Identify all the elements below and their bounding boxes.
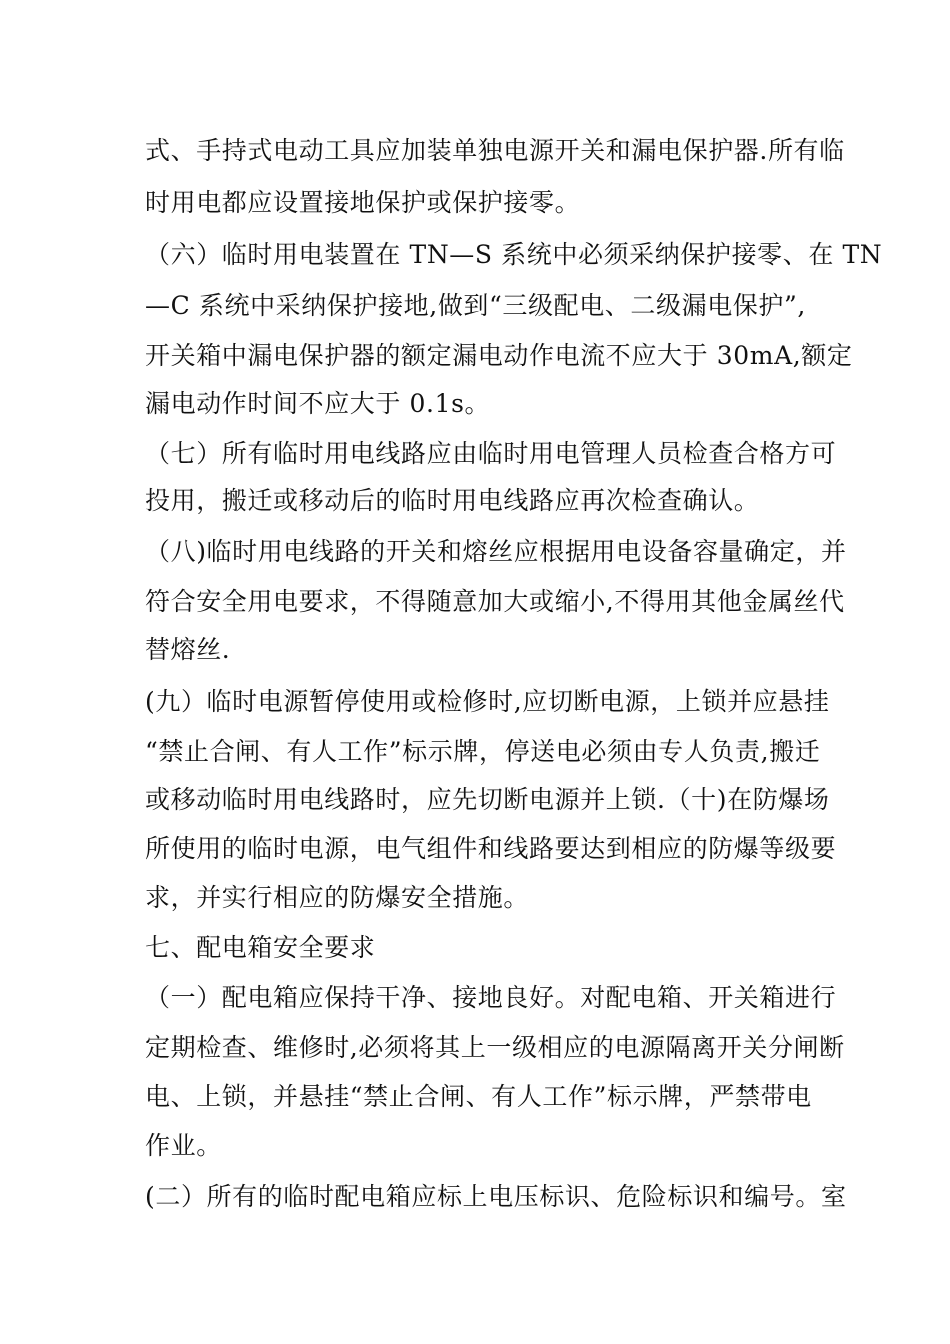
text-line: 时用电都应设置接地保护或保护接零。 [145,188,581,217]
text-line: 开关箱中漏电保护器的额定漏电动作电流不应大于 30mA,额定 [145,341,853,370]
text-line: 或移动临时用电线路时，应先切断电源并上锁.（十)在防爆场 [145,785,830,814]
text-line: 符合安全用电要求，不得随意加大或缩小,不得用其他金属丝代 [145,587,845,616]
text-line: 式、手持式电动工具应加装单独电源开关和漏电保护器.所有临 [145,136,845,165]
text-line: (二）所有的临时配电箱应标上电压标识、危险标识和编号。室 [145,1182,847,1211]
text-line: （八)临时用电线路的开关和熔丝应根据用电设备容量确定，并 [145,537,847,566]
text-line: （一）配电箱应保持干净、接地良好。对配电箱、开关箱进行 [145,983,837,1012]
text-line: 作业。 [145,1131,222,1160]
text-line: 漏电动作时间不应大于 0.1s。 [145,389,491,418]
text-line: 求，并实行相应的防爆安全措施。 [145,883,530,912]
text-line: （六）临时用电装置在 TN—S 系统中必须采纳保护接零、在 TN [145,240,883,269]
text-line: “禁止合闸、有人工作”标示牌，停送电必须由专人负责,搬迁 [145,737,821,766]
text-line: （七）所有临时用电线路应由临时用电管理人员检查合格方可 [145,439,837,468]
section-heading: 七、配电箱安全要求 [145,933,376,962]
text-line: 电、上锁，并悬挂“禁止合闸、有人工作”标示牌，严禁带电 [145,1082,812,1111]
text-line: 投用，搬迁或移动后的临时用电线路应再次检查确认。 [145,486,760,515]
text-line: (九）临时电源暂停使用或检修时,应切断电源，上锁并应悬挂 [145,687,830,716]
text-line: 所使用的临时电源，电气组件和线路要达到相应的防爆等级要 [145,834,837,863]
text-line: 替熔丝. [145,635,231,664]
text-line: —C 系统中采纳保护接地,做到“三级配电、二级漏电保护”, [145,291,806,320]
text-line: 定期检查、维修时,必须将其上一级相应的电源隔离开关分闸断 [145,1033,845,1062]
